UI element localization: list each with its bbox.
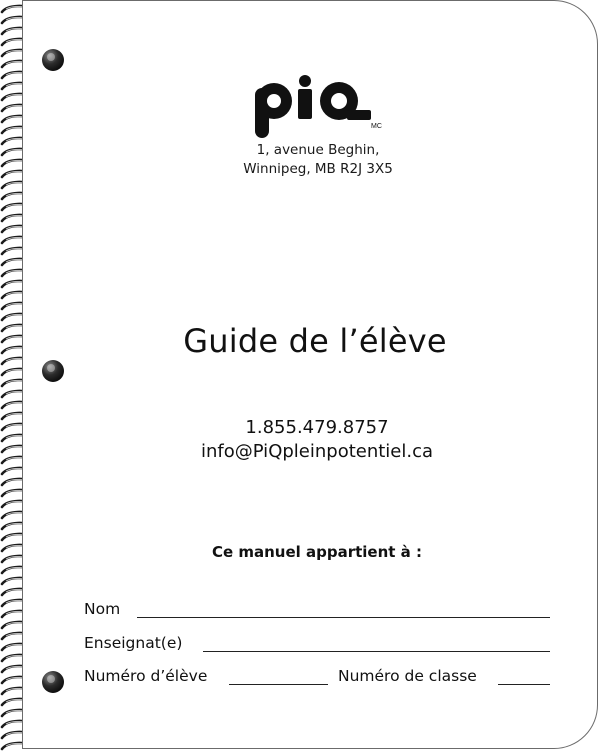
owner-heading: Ce manuel appartient à : <box>211 543 423 561</box>
class-number-field-line[interactable] <box>498 684 550 685</box>
binder-hole-top <box>42 49 64 71</box>
teacher-field-line[interactable] <box>203 651 550 652</box>
student-number-field-line[interactable] <box>229 684 328 685</box>
teacher-label: Enseignat(e) <box>84 634 183 652</box>
name-field-line[interactable] <box>137 617 550 618</box>
address-line-2: Winnipeg, MB R2J 3X5 <box>243 161 393 177</box>
piq-logo <box>253 74 385 140</box>
trademark-mark: MC <box>371 123 382 130</box>
name-label: Nom <box>84 600 121 618</box>
email-address: info@PiQpleinpotentiel.ca <box>200 441 434 462</box>
student-number-label: Numéro d’élève <box>84 667 208 685</box>
binder-hole-middle <box>42 360 64 382</box>
address-line-1: 1, avenue Beghin, <box>256 142 380 158</box>
phone-number: 1.855.479.8757 <box>245 417 389 438</box>
binder-hole-bottom <box>42 671 64 693</box>
class-number-label: Numéro de classe <box>338 667 477 685</box>
document-title: Guide de l’élève <box>183 322 447 360</box>
